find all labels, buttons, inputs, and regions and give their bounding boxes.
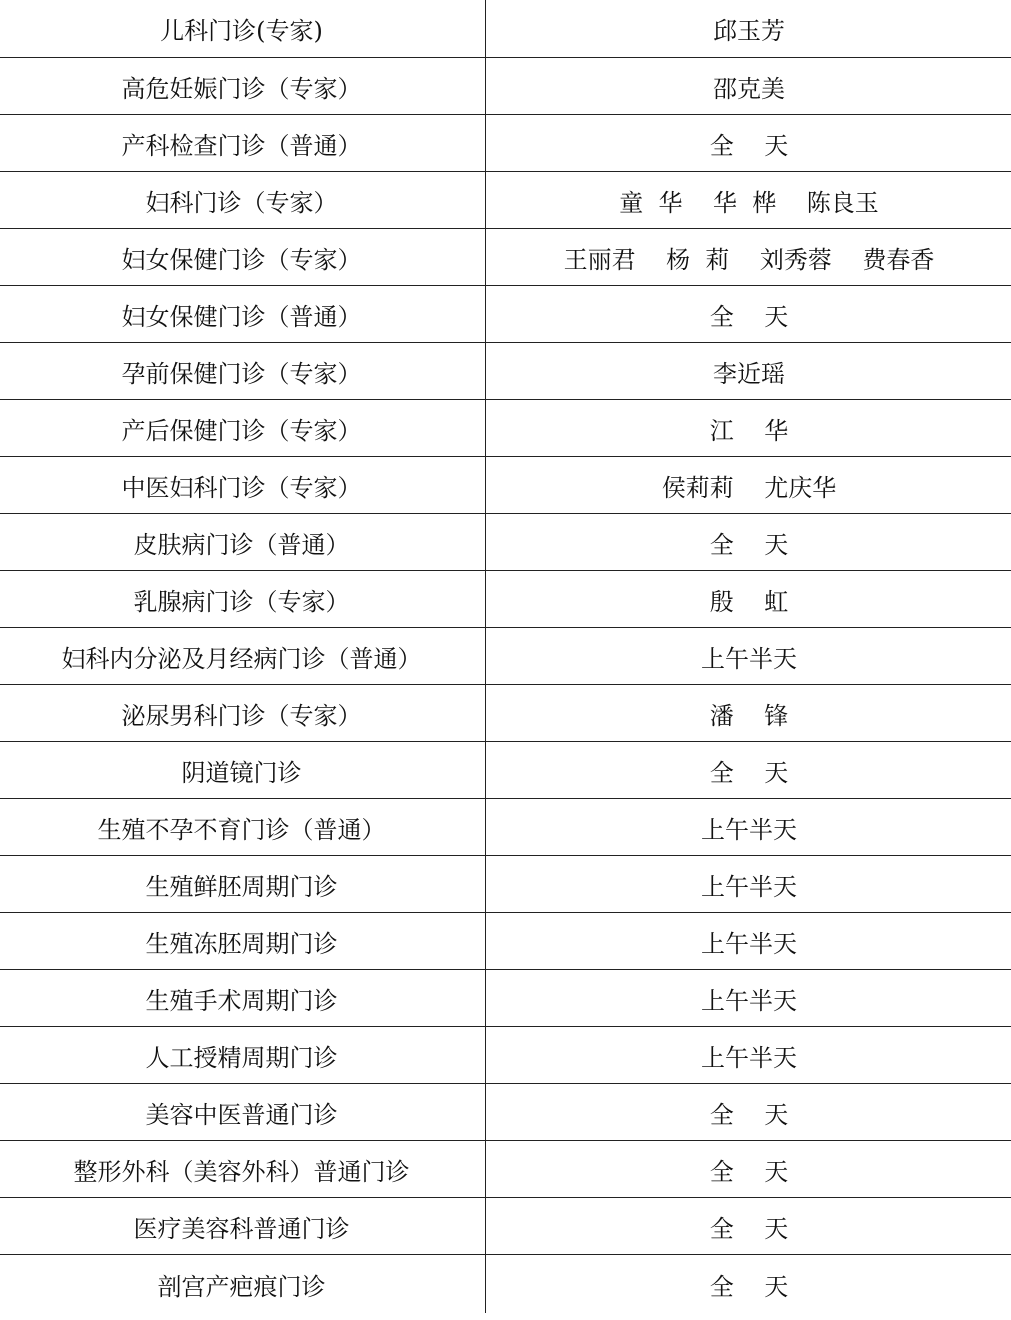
doctor-schedule-cell: 上午半天 (486, 628, 1011, 685)
table-row (0, 970, 1011, 1027)
table-row (0, 172, 1011, 229)
clinic-name-cell: 皮肤病门诊（普通） (0, 514, 486, 571)
clinic-name-cell: 美容中医普通门诊 (0, 1084, 486, 1141)
table-row (0, 856, 1011, 913)
clinic-name-cell: 人工授精周期门诊 (0, 1027, 486, 1084)
doctor-schedule-cell: 殷 虹 (486, 571, 1011, 628)
doctor-schedule-cell: 上午半天 (486, 1027, 1011, 1084)
doctor-schedule-cell: 潘 锋 (486, 685, 1011, 742)
doctor-schedule-cell: 全 天 (486, 115, 1011, 172)
doctor-schedule-cell: 江 华 (486, 400, 1011, 457)
table-row (0, 0, 1011, 58)
doctor-schedule-cell: 上午半天 (486, 970, 1011, 1027)
clinic-name-cell: 妇科门诊（专家） (0, 172, 486, 229)
doctor-schedule-cell: 上午半天 (486, 799, 1011, 856)
clinic-name-cell: 泌尿男科门诊（专家） (0, 685, 486, 742)
table-row (0, 1198, 1011, 1255)
clinic-name-cell: 生殖不孕不育门诊（普通） (0, 799, 486, 856)
doctor-schedule-cell: 全 天 (486, 286, 1011, 343)
table-row (0, 742, 1011, 799)
table-row (0, 1255, 1011, 1314)
doctor-schedule-cell: 王丽君 杨 莉 刘秀蓉 费春香 (486, 229, 1011, 286)
clinic-name-cell: 孕前保健门诊（专家） (0, 343, 486, 400)
clinic-name-cell: 妇女保健门诊（专家） (0, 229, 486, 286)
doctor-schedule-cell: 全 天 (486, 742, 1011, 799)
table-row (0, 286, 1011, 343)
clinic-name-cell: 儿科门诊(专家) (0, 0, 486, 58)
table-row (0, 343, 1011, 400)
table-row (0, 400, 1011, 457)
table-row (0, 913, 1011, 970)
doctor-schedule-cell: 全 天 (486, 1141, 1011, 1198)
clinic-name-cell: 中医妇科门诊（专家） (0, 457, 486, 514)
clinic-name-cell: 产科检查门诊（普通） (0, 115, 486, 172)
doctor-schedule-cell: 童 华 华 桦 陈良玉 (486, 172, 1011, 229)
table-row (0, 685, 1011, 742)
doctor-schedule-cell: 邵克美 (486, 58, 1011, 115)
clinic-name-cell: 医疗美容科普通门诊 (0, 1198, 486, 1255)
table-row (0, 457, 1011, 514)
clinic-name-cell: 乳腺病门诊（专家） (0, 571, 486, 628)
clinic-name-cell: 生殖手术周期门诊 (0, 970, 486, 1027)
doctor-schedule-cell: 上午半天 (486, 856, 1011, 913)
doctor-schedule-cell: 上午半天 (486, 913, 1011, 970)
table-row (0, 571, 1011, 628)
clinic-name-cell: 妇科内分泌及月经病门诊（普通） (0, 628, 486, 685)
clinic-name-cell: 生殖冻胚周期门诊 (0, 913, 486, 970)
table-row (0, 229, 1011, 286)
table-row (0, 514, 1011, 571)
clinic-name-cell: 生殖鲜胚周期门诊 (0, 856, 486, 913)
doctor-schedule-cell: 全 天 (486, 1198, 1011, 1255)
clinic-name-cell: 产后保健门诊（专家） (0, 400, 486, 457)
table-row (0, 115, 1011, 172)
table-row (0, 58, 1011, 115)
doctor-schedule-cell: 全 天 (486, 1084, 1011, 1141)
clinic-name-cell: 整形外科（美容外科）普通门诊 (0, 1141, 486, 1198)
doctor-schedule-cell: 侯莉莉 尤庆华 (486, 457, 1011, 514)
doctor-schedule-cell: 全 天 (709, 1272, 789, 1301)
table-row (0, 1027, 1011, 1084)
table-row (0, 628, 1011, 685)
table-row (0, 1084, 1011, 1141)
clinic-name-cell: 妇女保健门诊（普通） (0, 286, 486, 343)
clinic-name-cell: 高危妊娠门诊（专家） (0, 58, 486, 115)
clinic-name-cell: 剖宫产疤痕门诊 (0, 1255, 486, 1314)
table-row (0, 799, 1011, 856)
doctor-schedule-cell: 李近瑶 (486, 343, 1011, 400)
table-row (0, 1141, 1011, 1198)
doctor-schedule-cell: 全 天 (486, 514, 1011, 571)
doctor-schedule-cell: 邱玉芳 (486, 0, 1011, 58)
clinic-name-cell: 阴道镜门诊 (0, 742, 486, 799)
